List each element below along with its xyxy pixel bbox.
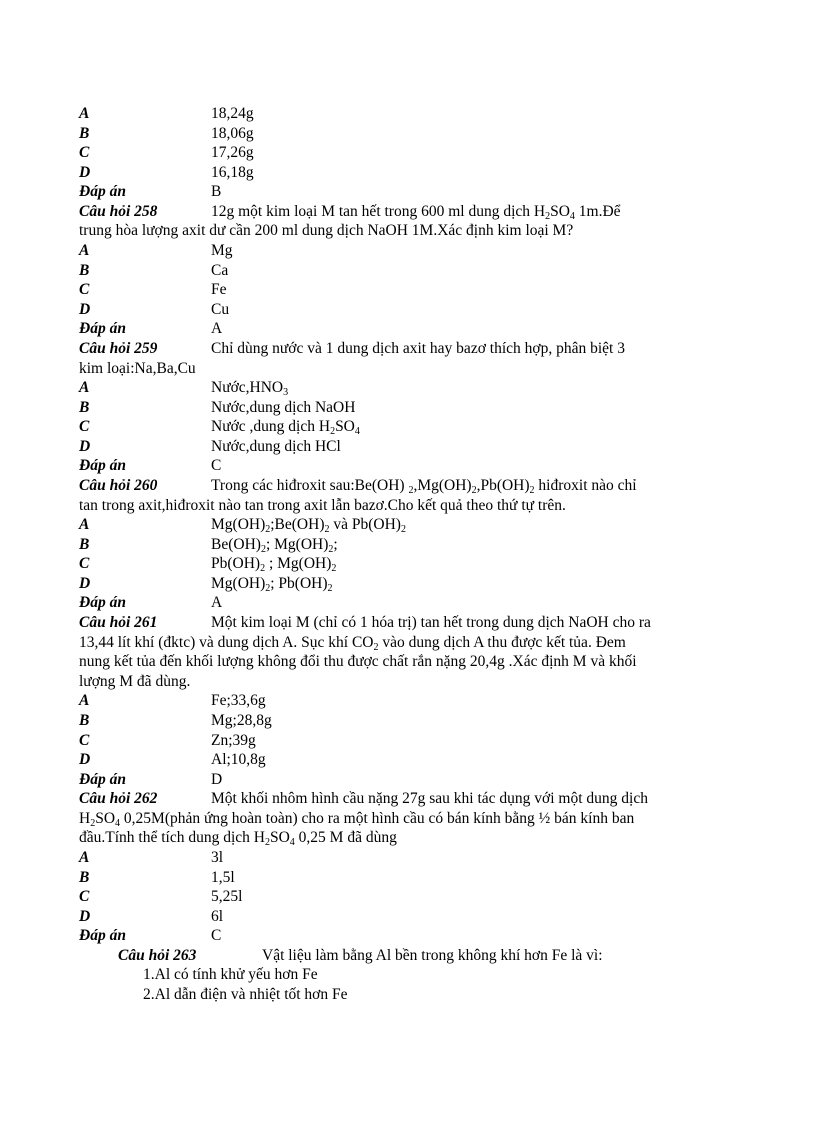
subscript: 2 [265,524,271,536]
option-label: D [79,574,91,592]
question-row [79,202,669,222]
text-run: SO [550,202,570,220]
option-text [211,849,223,866]
option-text [211,438,341,455]
question-row [79,476,669,496]
subscript: 4 [569,210,575,222]
text-run: Mg;28,8g [211,711,272,729]
option-text [211,908,223,925]
option-text [211,320,222,337]
option-row [79,907,669,927]
question-row [79,946,669,966]
question-text [79,829,397,849]
text-run: 5,25l [211,888,243,906]
subscript: 2 [373,641,379,653]
subscript: 4 [354,426,360,438]
question-text [262,947,603,964]
question-row [79,339,669,359]
option-row [79,143,669,163]
text-run: ; [333,535,338,553]
option-row [79,574,669,594]
option-label: B [79,398,90,416]
text-run: A [211,320,223,338]
question-label: Câu hỏi 261 [79,614,158,632]
subscript: 2 [545,210,551,222]
text-run: 12g một kim loại M tan hết trong 600 ml dung dịch H [211,202,546,220]
document-page [79,104,669,1005]
text-run: đầu.Tính thể tích dung dịch H [79,829,265,847]
text-run: C [211,927,222,945]
text-run: ,Pb(OH) [476,476,530,494]
question-continuation [79,809,669,829]
text-run: Nước,dung dịch HCl [211,437,341,455]
text-run: và Pb(OH) [329,516,401,534]
question-text [79,497,566,514]
question-row [79,789,669,809]
question-row [79,613,669,633]
text-run: ; Mg(OH) [265,555,332,573]
question-text [211,477,637,494]
text-run: 1.Al có tính khử yếu hơn Fe [143,966,318,984]
text-run: Mg(OH) [211,516,266,534]
option-label: C [79,888,90,906]
text-run: kim loại:Na,Ba,Cu [79,359,196,377]
option-text [211,555,337,575]
answer-row [79,770,669,790]
text-run: Một khối nhôm hình cầu nặng 27g sau khi tác dụng với một dung dịch [211,790,648,808]
option-label: C [79,144,90,162]
option-text [211,516,406,536]
option-label: A [79,242,90,260]
text-run: ; Mg(OH) [265,535,329,553]
text-run: 1,5l [211,868,235,886]
subscript: 2 [400,524,406,536]
option-label: D [79,907,91,925]
question-text [79,673,190,690]
question-continuation [79,672,669,692]
text-run: SO [269,829,290,847]
text-run: 18,06g [211,124,254,142]
question-text [79,222,573,239]
answer-row [79,319,669,339]
text-run: trung hòa lượng axit dư cần 200 ml dung dịch NaOH 1M.Xác định kim loại M? [79,222,574,240]
option-text [211,262,228,279]
question-text [211,203,621,220]
question-label: Câu hỏi 260 [79,476,158,494]
option-label: A [79,516,90,534]
text-run: 2.Al dẫn điện và nhiệt tốt hơn Fe [143,986,348,1004]
option-text [211,164,254,181]
option-label: C [79,731,90,749]
answer-row [79,182,669,202]
text-run: 18,24g [211,105,254,122]
question-text [79,360,196,377]
subscript: 2 [408,484,414,496]
question-text [211,340,625,357]
option-text [211,242,233,259]
text-run: tan trong axit,hiđroxit nào tan trong axit lẫn bazơ.Cho kết quả theo thứ tự trên. [79,496,566,514]
option-row [79,280,669,300]
question-label: Câu hỏi 263 [118,946,197,964]
text-run: Fe [211,281,227,299]
option-text [211,281,227,298]
text-run: 0,25 M đã dùng [294,829,397,847]
question-text [79,653,637,670]
text-run: Mg [211,242,233,260]
option-row [79,848,669,868]
text-run: nung kết tủa đến khối lượng không đổi thu được chất rắn nặng 20,4g .Xác định M và khối [79,653,637,671]
question-continuation [79,828,669,848]
option-text [211,712,272,729]
option-row [79,241,669,261]
question-text [211,790,648,807]
option-label: D [79,300,91,318]
text-run: Nước,dung dịch NaOH [211,398,356,416]
question-continuation [79,359,669,379]
option-row [79,300,669,320]
text-run: B [211,183,222,201]
text-run: 13,44 lít khí (đktc) và dung dịch A. Sục khí CO [79,633,374,651]
option-text [211,771,222,788]
option-text [211,183,221,200]
option-row [79,691,669,711]
answer-label: Đáp án [79,927,126,945]
question-continuation [79,221,669,241]
option-row [79,104,669,124]
option-label: B [79,261,90,279]
subscript: 2 [260,563,266,575]
option-text [211,418,360,438]
question-continuation [79,496,669,516]
question-text [79,634,626,651]
option-row [79,261,669,281]
option-text [211,575,333,592]
text-run: vào dung dịch A thu được kết tủa. Đem [378,633,626,651]
option-text [211,751,266,768]
option-row [79,887,669,907]
option-label: C [79,555,90,573]
option-label: A [79,848,90,866]
text-run: 3l [211,848,224,866]
text-run: ;Be(OH) [270,516,325,534]
option-label: D [79,163,91,181]
option-label: B [79,124,90,142]
text-run: Pb(OH) [211,555,261,573]
option-row [79,163,669,183]
option-row [79,515,669,535]
text-run: 16,18g [211,163,254,181]
text-run: 6l [211,907,224,925]
option-row [79,417,669,437]
option-text [211,732,256,749]
answer-label: Đáp án [79,320,126,338]
text-run: lượng M đã dùng. [79,672,191,690]
option-text [211,869,235,886]
text-run: Một kim loại M (chỉ có 1 hóa trị) tan hết trong dung dịch NaOH cho ra [211,614,651,632]
text-run: C [211,457,222,475]
question-text [79,810,634,827]
text-run: D [211,770,223,788]
text-run: hiđroxit nào chỉ [534,476,637,494]
text-run: Nước ,dung dịch H [211,418,331,436]
text-run: SO [335,418,355,436]
answer-row [79,926,669,946]
text-run: ,Mg(OH) [413,476,472,494]
subscript: 4 [289,837,295,849]
text-run: H [79,809,91,827]
option-row [79,711,669,731]
text-run: Ca [211,261,229,279]
option-text [211,379,289,399]
answer-row [79,456,669,476]
option-label: D [79,751,91,769]
answer-label: Đáp án [79,183,126,201]
answer-row [79,593,669,613]
option-label: A [79,105,90,122]
question-label: Câu hỏi 262 [79,790,158,808]
option-label: C [79,281,90,299]
question-continuation [79,633,669,653]
text-run: 17,26g [211,144,254,162]
option-label: B [79,535,90,553]
option-text [211,105,254,122]
subscript: 2 [330,426,336,438]
option-row [79,437,669,457]
text-run: Chỉ dùng nước và 1 dung dịch axit hay bazơ thích hợp, phân biệt 3 [211,339,625,357]
subscript: 2 [265,582,271,594]
question-label: Câu hỏi 259 [79,339,158,357]
option-label: A [79,379,90,397]
subscript: 2 [260,543,266,555]
text-run: Fe;33,6g [211,692,266,710]
text-run: 0,25M(phản ứng hoàn toàn) cho ra một hình cầu có bán kính bằng ½ bán kính ban [120,809,635,827]
question-label: Câu hỏi 258 [79,202,158,220]
option-text [211,692,266,709]
option-text [211,125,254,142]
subscript: 2 [529,484,535,496]
answer-label: Đáp án [79,457,126,475]
text-run: Nước,HNO [211,379,284,397]
text-run: Cu [211,300,230,318]
option-label: B [79,711,90,729]
subscript: 2 [324,524,330,536]
question-continuation [79,652,669,672]
text-run: Vật liệu làm bằng Al bền trong không khí hơn Fe là vì: [262,946,603,964]
text-run: 1m.Để [574,202,621,220]
option-text [211,144,254,161]
option-text [211,301,229,318]
statement-item [79,985,669,1005]
answer-label: Đáp án [79,594,126,612]
option-text [211,457,221,474]
answer-label: Đáp án [79,770,126,788]
text-run: ; Pb(OH) [270,574,328,592]
subscript: 2 [90,817,96,829]
subscript: 2 [328,543,334,555]
subscript: 2 [471,484,477,496]
text-run: Trong các hiđroxit sau:Be(OH) [211,476,409,494]
statement-text [143,986,348,1003]
option-text [211,594,222,611]
option-row [79,868,669,888]
subscript: 2 [264,837,270,849]
question-text [211,614,651,631]
option-row [79,731,669,751]
subscript: 2 [327,582,333,594]
statement-item [79,965,669,985]
text-run: Mg(OH) [211,574,266,592]
subscript: 2 [331,563,337,575]
option-text [211,536,338,553]
text-run: A [211,594,223,612]
option-text [211,399,355,416]
subscript: 3 [283,387,289,399]
option-row [79,750,669,770]
option-row [79,398,669,418]
option-label: C [79,418,90,436]
text-run: Be(OH) [211,535,261,553]
statement-text [143,966,318,983]
text-run: Zn;39g [211,731,256,749]
text-run: Al;10,8g [211,751,266,769]
option-text [211,927,221,944]
option-row [79,378,669,398]
subscript: 4 [115,817,121,829]
text-run: SO [95,809,116,827]
option-label: D [79,437,91,455]
option-text [211,888,242,905]
option-row [79,124,669,144]
option-row [79,535,669,555]
option-label: A [79,692,90,710]
option-label: B [79,868,90,886]
option-row [79,554,669,574]
